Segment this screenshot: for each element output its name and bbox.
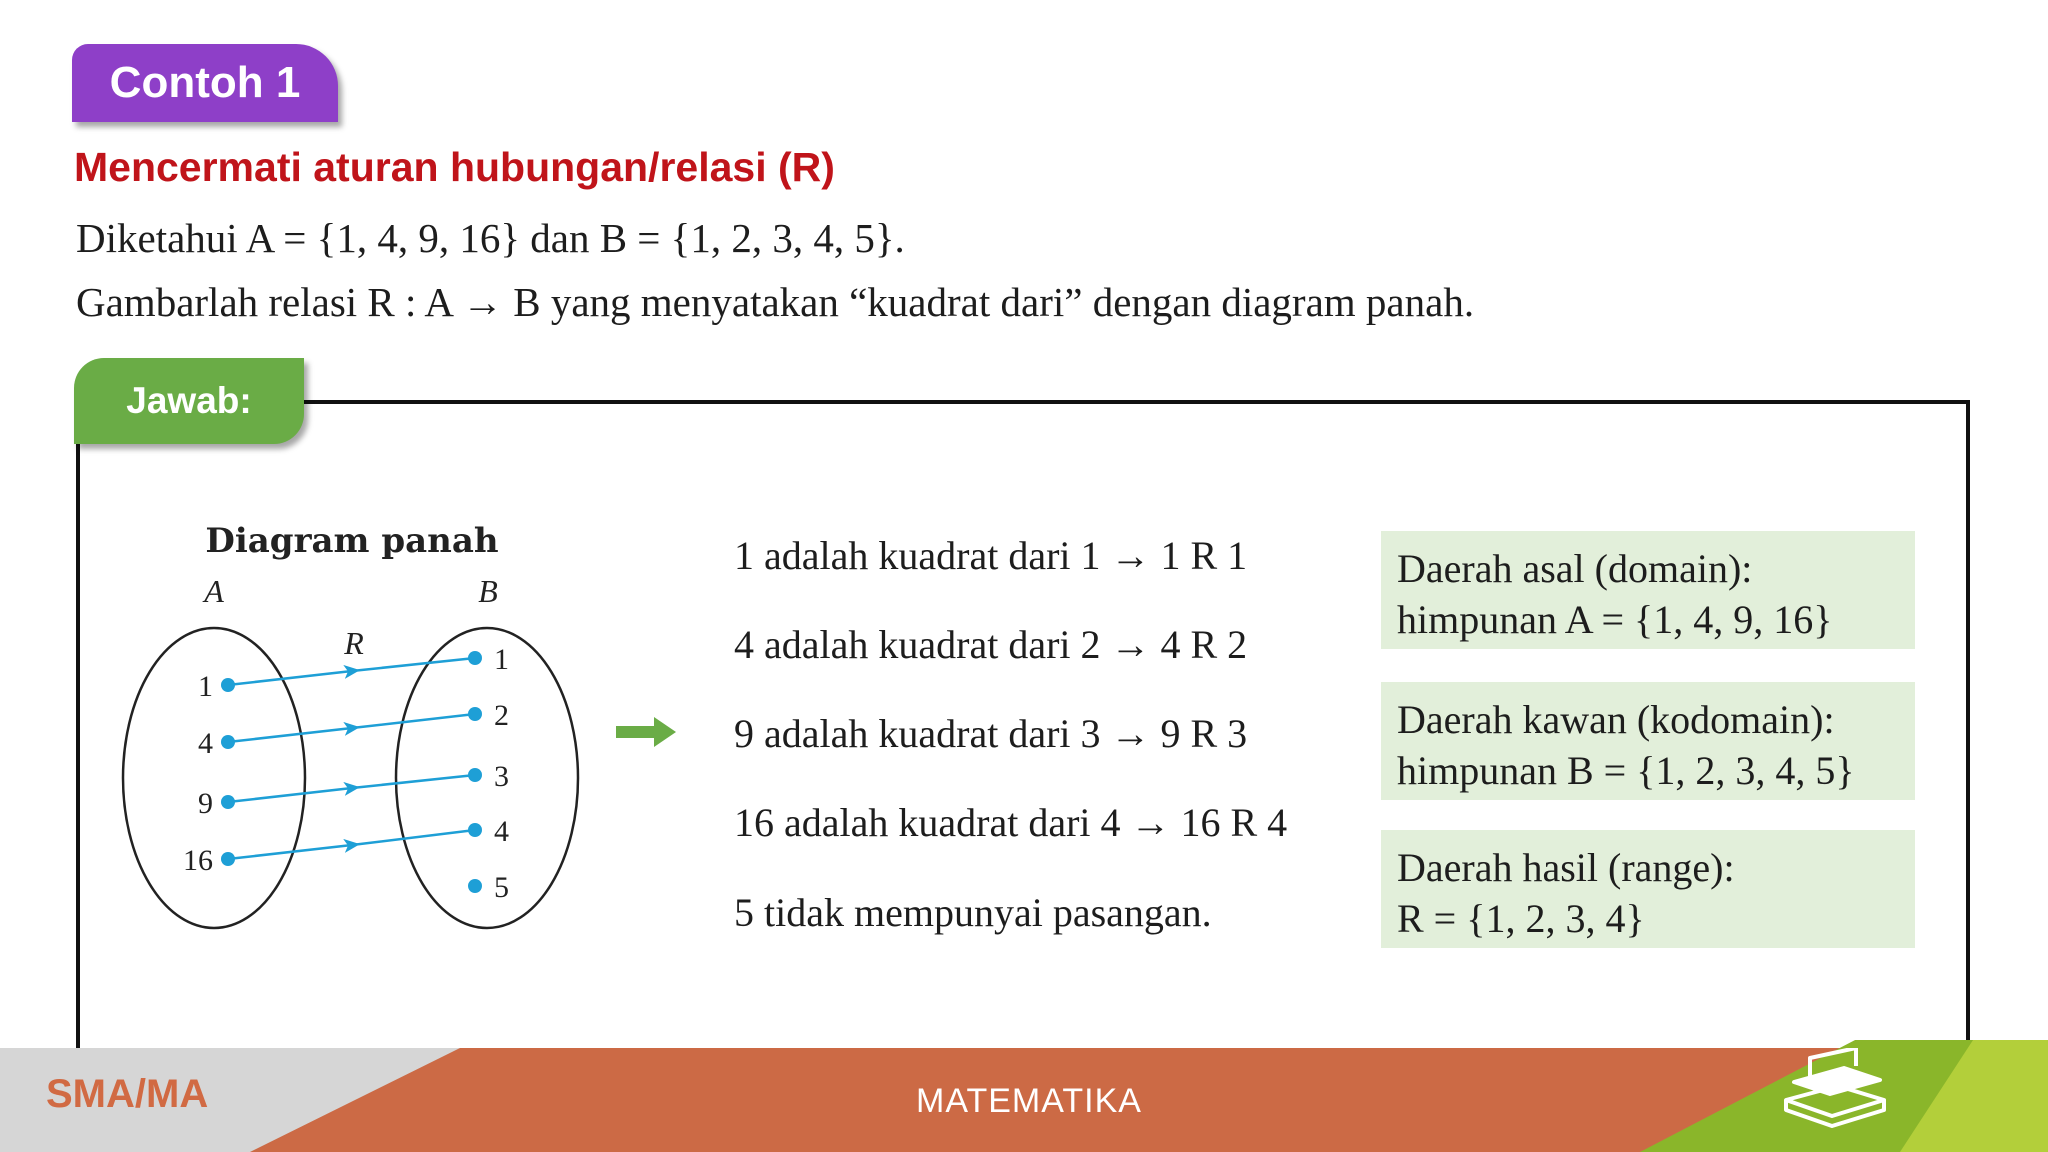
set-a-element: 9 xyxy=(198,787,213,820)
domain-box xyxy=(1381,531,1915,649)
statement-5: 5 tidak mempunyai pasangan. xyxy=(734,890,1212,935)
set-a-dot xyxy=(221,735,235,749)
set-a-element: 1 xyxy=(198,670,213,703)
relation-arrow-4 xyxy=(228,830,475,859)
set-b-dot xyxy=(468,707,482,721)
arrow-diagram xyxy=(110,520,590,940)
statement-1: 1 adalah kuadrat dari 1 → 1 R 1 xyxy=(734,533,1248,578)
set-a-element: 4 xyxy=(198,727,213,760)
domain-title: Daerah asal (domain): xyxy=(1397,546,1753,591)
footer-subject: MATEMATIKA xyxy=(916,1082,1142,1120)
footer-level: SMA/MA xyxy=(46,1072,209,1116)
codomain-title: Daerah kawan (kodomain): xyxy=(1397,697,1835,742)
relation-arrow-2 xyxy=(228,714,475,742)
section-heading: Mencermati aturan hubungan/relasi (R) xyxy=(74,144,835,190)
set-b-ellipse xyxy=(396,628,578,928)
set-b-element: 1 xyxy=(494,643,509,676)
set-b-dot xyxy=(468,879,482,893)
codomain-value: himpunan B = {1, 2, 3, 4, 5} xyxy=(1397,748,1855,793)
set-b-element: 3 xyxy=(494,760,509,793)
relation-arrow-3 xyxy=(228,775,475,802)
books-icon xyxy=(1780,1048,1890,1138)
problem-line-2: Gambarlah relasi R : A → B yang menyatakan “kuadrat dari” dengan diagram panah. xyxy=(76,279,1475,325)
problem-line-1: Diketahui A = {1, 4, 9, 16} dan B = {1, 2, 3, 4, 5}. xyxy=(76,215,905,261)
set-b-element: 2 xyxy=(494,699,509,732)
set-b-label: B xyxy=(478,573,498,609)
set-a-ellipse xyxy=(123,628,305,928)
relation-arrow-1 xyxy=(228,658,475,685)
set-b-dot xyxy=(468,768,482,782)
codomain-box xyxy=(1381,682,1915,800)
set-a-dot xyxy=(221,678,235,692)
example-tag xyxy=(72,44,338,122)
statement-4: 16 adalah kuadrat dari 4 → 16 R 4 xyxy=(734,800,1288,845)
example-tag-label: Contoh 1 xyxy=(109,58,301,107)
range-title: Daerah hasil (range): xyxy=(1397,845,1735,890)
statement-3: 9 adalah kuadrat dari 3 → 9 R 3 xyxy=(734,711,1248,756)
set-a-dot xyxy=(221,795,235,809)
set-b-dot xyxy=(468,651,482,665)
arrow-right-icon xyxy=(614,714,678,750)
set-b-element: 5 xyxy=(494,871,509,904)
relation-label: R xyxy=(344,625,364,661)
range-box xyxy=(1381,830,1915,948)
statement-2: 4 adalah kuadrat dari 2 → 4 R 2 xyxy=(734,622,1248,667)
set-a-element: 16 xyxy=(183,844,213,877)
answer-tag xyxy=(74,358,304,444)
set-a-label: A xyxy=(204,573,224,609)
range-value: R = {1, 2, 3, 4} xyxy=(1397,896,1645,941)
answer-tag-label: Jawab: xyxy=(126,380,252,421)
set-b-element: 4 xyxy=(494,815,509,848)
set-a-dot xyxy=(221,852,235,866)
diagram-title: Diagram panah xyxy=(205,521,499,561)
domain-value: himpunan A = {1, 4, 9, 16} xyxy=(1397,597,1833,642)
set-b-dot xyxy=(468,823,482,837)
